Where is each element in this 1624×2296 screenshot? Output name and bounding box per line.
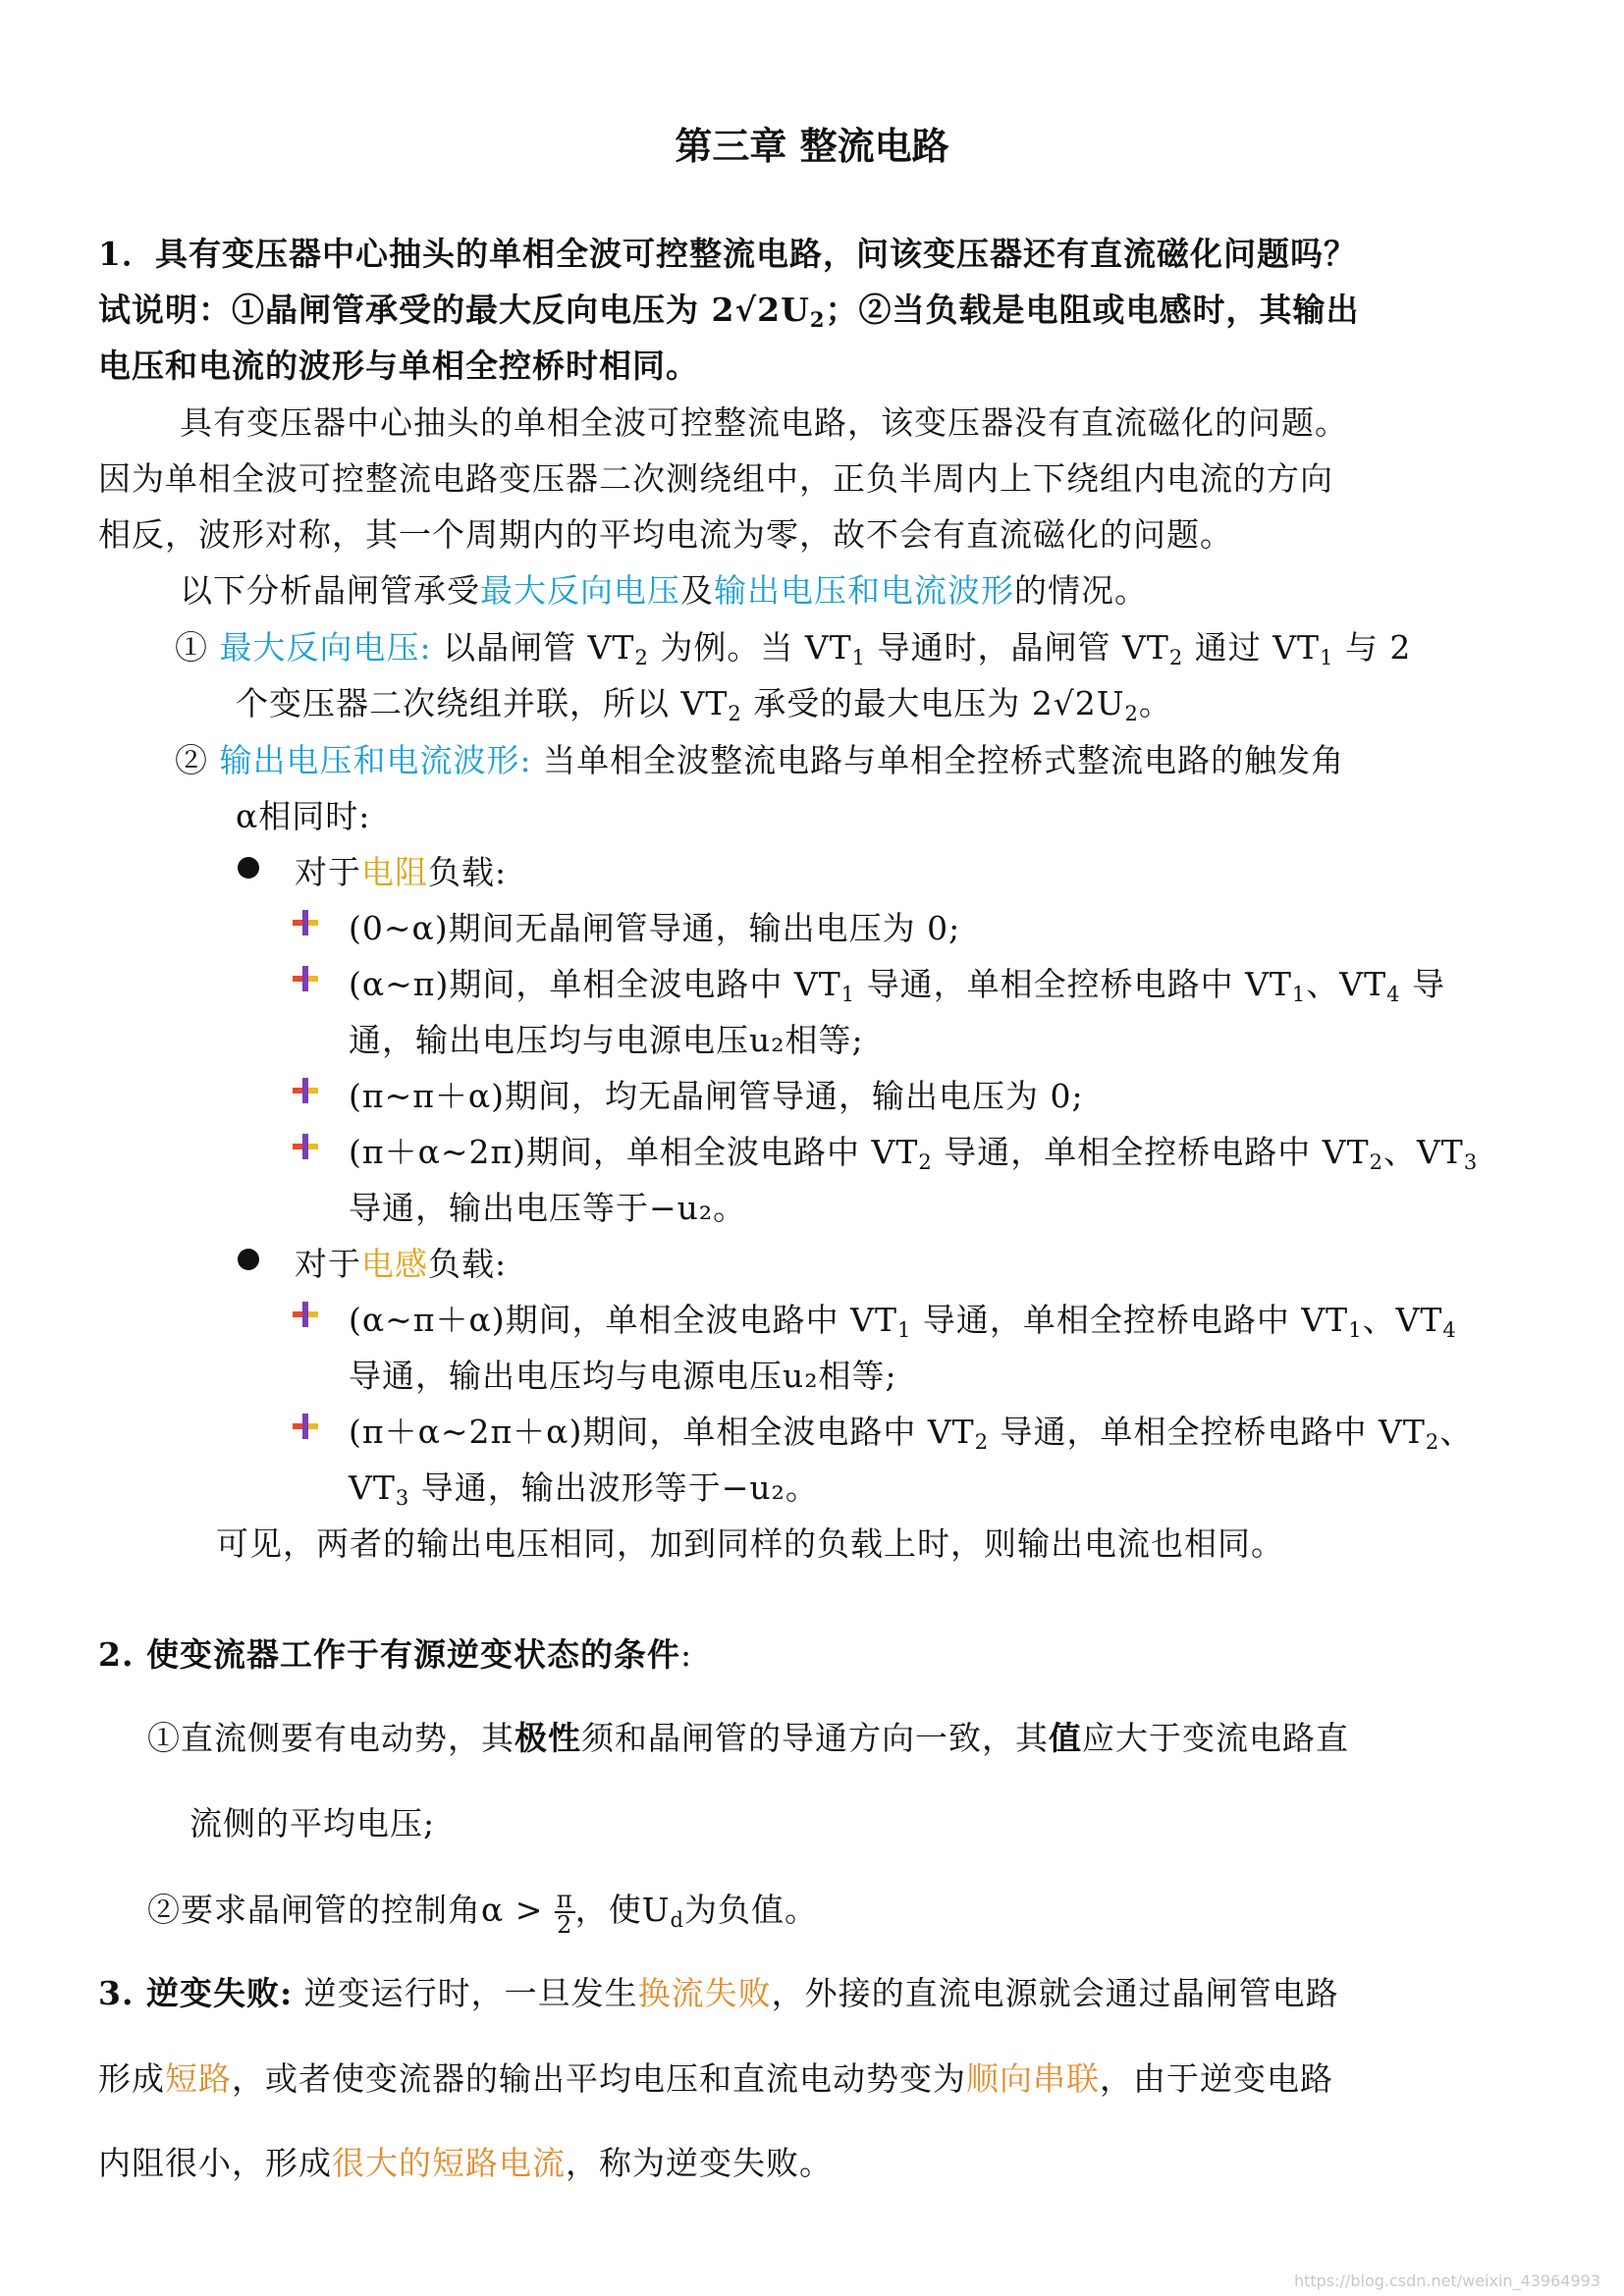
q1-item-2 — [175, 735, 1344, 781]
text: 为负值。 — [683, 1891, 818, 1929]
resistive-item-4-line-2: 导通，输出电压等于−u₂。 — [349, 1189, 747, 1227]
heading-word: 电感 — [361, 1245, 428, 1283]
highlight: 很大的短路电流 — [332, 2144, 566, 2182]
sub: 3 — [1463, 1150, 1479, 1174]
inductive-load-heading — [295, 1239, 507, 1285]
highlight: 短路 — [165, 2059, 232, 2098]
bullet-icon — [238, 857, 259, 879]
item-1-text: 个变压器二次绕组并联，所以 VT — [236, 684, 729, 722]
text: 逆变运行时，一旦发生 — [293, 1974, 638, 2012]
q1-line-1: 1．具有变压器中心抽头的单相全波可控整流电路，问该变压器还有直流磁化问题吗？ — [98, 235, 1357, 273]
q1-p4e: 的情况。 — [1014, 571, 1148, 610]
heading-word: 电阻 — [361, 853, 428, 891]
text: (α~π＋α)期间，单相全波电路中 VT — [349, 1301, 897, 1339]
q1-line-2c: ；②当负载是电阻或电感时，其输出 — [825, 291, 1360, 329]
text: ①直流侧要有电动势，其 — [147, 1719, 514, 1757]
emphasis: 极性 — [514, 1719, 581, 1757]
text: VT — [349, 1468, 396, 1507]
text: (α~π)期间，单相全波电路中 VT — [349, 965, 841, 1003]
text: ，使U — [574, 1891, 671, 1929]
text: 、VT — [1362, 1301, 1443, 1339]
inductive-item-2-line-2 — [349, 1463, 819, 1510]
heading-post: 负载: — [428, 853, 508, 891]
heading-pre: 对于 — [295, 853, 361, 891]
item-1-text: 通过 VT — [1183, 628, 1321, 667]
sub: 2 — [974, 1430, 990, 1454]
bullet-icon — [238, 1249, 259, 1270]
highlight: 顺向串联 — [966, 2059, 1100, 2098]
text: (π＋α~2π＋α)期间，单相全波电路中 VT — [349, 1413, 975, 1451]
heading-pre: 对于 — [295, 1245, 361, 1283]
chapter-title: 第三章 整流电路 — [675, 125, 949, 168]
q1-para-4 — [180, 565, 1148, 612]
text: ，由于逆变电路 — [1100, 2059, 1333, 2098]
denominator: 2 — [557, 1911, 573, 1939]
emphasis: 值 — [1049, 1719, 1082, 1757]
text: 导通，单相全控桥电路中 VT — [911, 1301, 1349, 1339]
item-2-number: ② — [175, 741, 208, 779]
q1-p4a: 以下分析晶闸管承受 — [180, 571, 480, 610]
text: (π＋α~2π)期间，单相全波电路中 VT — [349, 1133, 919, 1171]
q1-para-3: 相反，波形对称，其一个周期内的平均电流为零，故不会有直流磁化的问题。 — [98, 515, 1233, 554]
sub: 1 — [840, 983, 856, 1006]
text: 、VT — [1306, 965, 1387, 1003]
sub: 2 — [634, 646, 649, 669]
fraction — [555, 1888, 575, 1937]
text: ，称为逆变失败。 — [566, 2144, 833, 2182]
item-2-label: 输出电压和电流波形: — [219, 741, 532, 779]
sub: d — [670, 1908, 684, 1932]
q2-heading — [98, 1629, 692, 1676]
q3-line-1 — [98, 1968, 1339, 2014]
q1-line-2a: 试说明：①晶闸管承受的最大反向电压为 2√2U — [98, 291, 810, 329]
numerator: π — [556, 1886, 573, 1913]
sub: 1 — [1291, 983, 1307, 1006]
heading-post: 负载: — [428, 1245, 508, 1283]
item-1-label: 最大反向电压: — [219, 628, 432, 667]
q1-para-1: 具有变压器中心抽头的单相全波可控整流电路，该变压器没有直流磁化的问题。 — [180, 403, 1348, 442]
sub: 4 — [1442, 1318, 1457, 1342]
text: 形成 — [98, 2059, 165, 2098]
inductive-item-2 — [349, 1407, 1473, 1454]
item-1-text: 承受的最大电压为 2√2U — [741, 684, 1125, 722]
q1-p4b: 最大反向电压 — [480, 571, 680, 610]
q2-condition-1 — [147, 1713, 1349, 1759]
text: ，外接的直流电源就会通过晶闸管电路 — [771, 1974, 1339, 2012]
sub: 3 — [395, 1486, 410, 1510]
q2-condition-1-line-2: 流侧的平均电压; — [189, 1804, 436, 1842]
q1-p4d: 输出电压和电流波形 — [714, 571, 1014, 610]
resistive-item-4 — [349, 1127, 1478, 1174]
q2-colon: : — [679, 1635, 693, 1674]
q1-line-3: 电压和电流的波形与单相全控桥时相同。 — [98, 347, 699, 385]
arrow-bullet-icon — [291, 1132, 320, 1161]
item-1-text: 为例。当 VT — [648, 628, 852, 667]
arrow-bullet-icon — [291, 1076, 320, 1105]
arrow-bullet-icon — [291, 908, 320, 937]
sub: 1 — [897, 1318, 912, 1342]
text: 内阻很小，形成 — [98, 2144, 332, 2182]
q3-heading: 3. 逆变失败: — [98, 1974, 294, 2012]
arrow-bullet-icon — [291, 1300, 320, 1329]
watermark: https://blog.csdn.net/weixin_43964993 — [1293, 2271, 1600, 2290]
text: 应大于变流电路直 — [1082, 1719, 1349, 1757]
resistive-load-heading — [295, 847, 507, 893]
text: 须和晶闸管的导通方向一致，其 — [581, 1719, 1049, 1757]
resistive-item-2 — [349, 959, 1445, 1006]
text: 导通，单相全控桥电路中 VT — [855, 965, 1292, 1003]
text: 导通，输出波形等于−u₂。 — [409, 1468, 819, 1507]
q1-line-2 — [98, 285, 1360, 332]
resistive-item-2-line-2: 通，输出电压均与电源电压u₂相等; — [349, 1021, 864, 1059]
sub: 1 — [1348, 1318, 1363, 1342]
text: 导通，单相全控桥电路中 VT — [989, 1413, 1426, 1451]
item-1-text: 与 2 — [1333, 628, 1412, 667]
text: 导 — [1400, 965, 1446, 1003]
q1-item-1 — [175, 622, 1411, 669]
inductive-item-1-line-2: 导通，输出电压均与电源电压u₂相等; — [349, 1357, 897, 1395]
item-1-number: ① — [175, 628, 208, 667]
resistive-item-1: (0~α)期间无晶闸管导通，输出电压为 0; — [349, 909, 961, 947]
sub: 2 — [918, 1150, 933, 1174]
resistive-item-3: (π~π＋α)期间，均无晶闸管导通，输出电压为 0; — [349, 1077, 1084, 1115]
item-1-text: 。 — [1138, 684, 1172, 722]
sub: 2 — [1168, 646, 1184, 669]
sub: 4 — [1386, 983, 1401, 1006]
q2-condition-2 — [147, 1885, 818, 1937]
sub: 2 — [1425, 1430, 1440, 1454]
q3-line-3 — [98, 2138, 833, 2184]
text: 、VT — [1382, 1133, 1464, 1171]
text: 导通，单相全控桥电路中 VT — [932, 1133, 1370, 1171]
q1-item-2-line-2: α相同时: — [236, 797, 371, 835]
highlight: 换流失败 — [637, 1974, 772, 2012]
q1-p4c: 及 — [680, 571, 714, 610]
item-1-text: 导通时，晶闸管 VT — [866, 628, 1169, 667]
q3-line-2 — [98, 2054, 1333, 2100]
arrow-bullet-icon — [291, 1412, 320, 1441]
sub: 2 — [1369, 1150, 1383, 1174]
text: ，或者使变流器的输出平均电压和直流电动势变为 — [232, 2059, 966, 2098]
q1-conclusion: 可见，两者的输出电压相同，加到同样的负载上时，则输出电流也相同。 — [216, 1524, 1284, 1563]
sub: 2 — [1124, 702, 1139, 725]
item-2-text: 当单相全波整流电路与单相全控桥式整流电路的触发角 — [531, 741, 1345, 779]
sub: 1 — [1320, 646, 1334, 669]
q1-item-1-line-2 — [236, 678, 1172, 725]
q1-para-2: 因为单相全波可控整流电路变压器二次测绕组中，正负半周内上下绕组内电流的方向 — [98, 459, 1333, 498]
sub: 1 — [851, 646, 867, 669]
text: 、 — [1439, 1413, 1474, 1451]
q1-sub: 2 — [809, 307, 826, 332]
sub: 2 — [728, 702, 742, 725]
q2-title: 使变流器工作于有源逆变状态的条件 — [145, 1635, 680, 1674]
text: ②要求晶闸管的控制角α > — [147, 1891, 555, 1929]
arrow-bullet-icon — [291, 964, 320, 993]
item-1-text: 以晶闸管 VT — [431, 628, 635, 667]
q2-number: 2. — [98, 1635, 146, 1674]
inductive-item-1 — [349, 1295, 1457, 1342]
